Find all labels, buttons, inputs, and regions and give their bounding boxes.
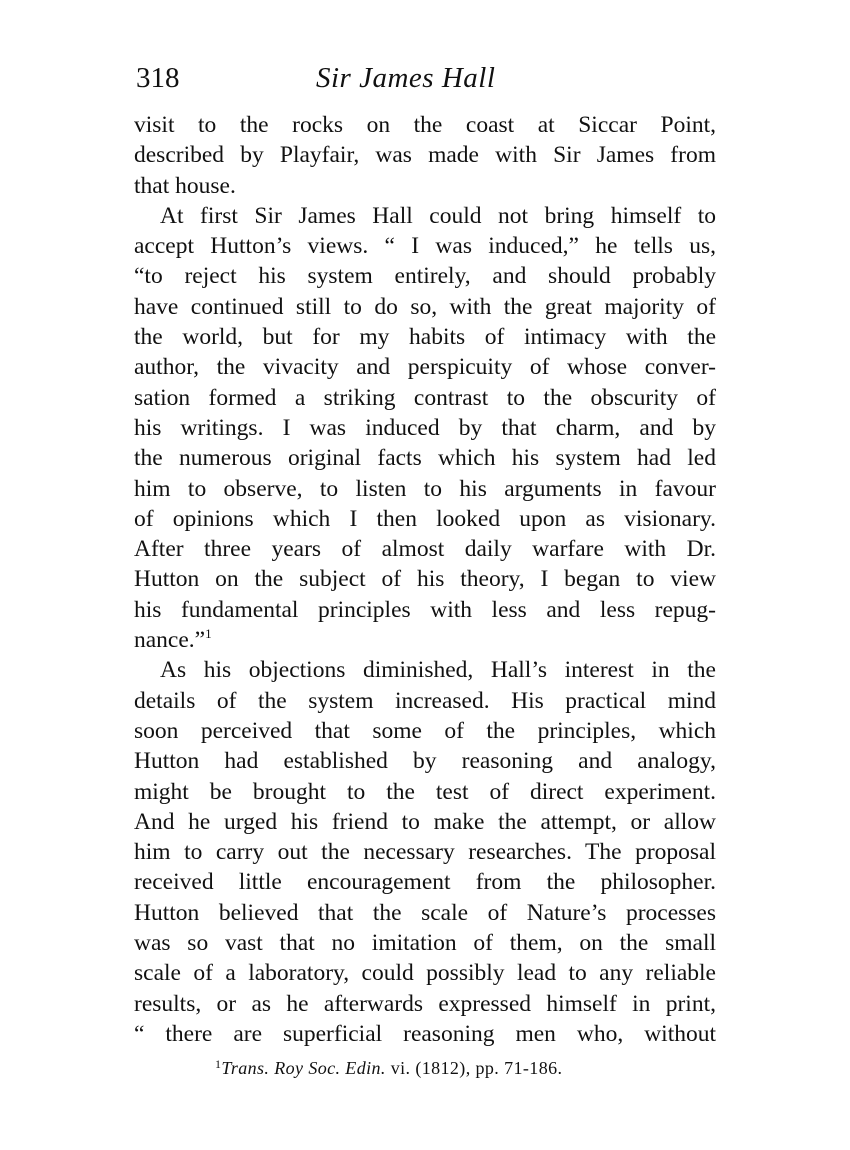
text-line: received little encouragement from the philosopher. <box>134 869 716 896</box>
text-line: his fundamental principles with less and less repug- <box>134 596 716 623</box>
text-line-content: nance.” <box>134 627 206 654</box>
text-line: Hutton on the subject of his theory, I began to view <box>134 566 716 593</box>
text-line: details of the system increased. His practical mind <box>134 687 716 714</box>
text-line: might be brought to the test of direct experiment. <box>134 778 716 805</box>
footnote-details: vi. (1812), pp. 71-186. <box>385 1058 563 1078</box>
text-line: the world, but for my habits of intimacy with the <box>134 324 716 351</box>
text-line <box>134 625 716 655</box>
text-line: of opinions which I then looked upon as visionary. <box>134 505 716 532</box>
text-line: was so vast that no imitation of them, on the small <box>134 930 716 957</box>
text-line: scale of a laboratory, could possibly lead to any reliable <box>134 960 716 987</box>
text-line: sation formed a striking contrast to the obscurity of <box>134 384 716 411</box>
text-line: results, or as he afterwards expressed himself in print, <box>134 990 716 1017</box>
running-header <box>134 58 716 98</box>
text-line: Hutton had established by reasoning and analogy, <box>134 748 716 775</box>
page-number: 318 <box>136 62 180 94</box>
paragraph-first-line: At first Sir James Hall could not bring himself to <box>160 202 716 229</box>
running-title: Sir James Hall <box>316 62 496 94</box>
text-line: him to observe, to listen to his arguments in favour <box>134 475 716 502</box>
text-line: “ there are superficial reasoning men who, without <box>134 1020 716 1047</box>
text-line: soon perceived that some of the principles, which <box>134 717 716 744</box>
paragraph-first-line: As his objections diminished, Hall’s interest in the <box>160 657 716 684</box>
footnote-marker: 1 <box>215 1057 222 1071</box>
text-line: the numerous original facts which his system had led <box>134 445 716 472</box>
footnote-reference: 1 <box>205 626 212 642</box>
text-line: have continued still to do so, with the great majority of <box>134 293 716 320</box>
text-line: described by Playfair, was made with Sir James from <box>134 142 716 169</box>
body-text <box>134 110 716 1049</box>
text-line: visit to the rocks on the coast at Siccar Point, <box>134 112 716 138</box>
text-line: After three years of almost daily warfare with Dr. <box>134 536 716 563</box>
text-line: that house. <box>134 172 236 199</box>
text-line: his writings. I was induced by that charm, and by <box>134 414 716 441</box>
text-line: author, the vivacity and perspicuity of whose conver- <box>134 354 716 381</box>
text-line: And he urged his friend to make the attempt, or allow <box>134 808 716 835</box>
footnote-source: Trans. Roy Soc. Edin. <box>221 1058 386 1078</box>
text-line: accept Hutton’s views. “ I was induced,” he tells us, <box>134 233 716 260</box>
text-line: Hutton believed that the scale of Nature’s processes <box>134 899 716 926</box>
footnote <box>215 1055 562 1081</box>
text-line: him to carry out the necessary researches. The proposal <box>134 839 716 866</box>
text-line: “to reject his system entirely, and should probably <box>134 263 716 290</box>
